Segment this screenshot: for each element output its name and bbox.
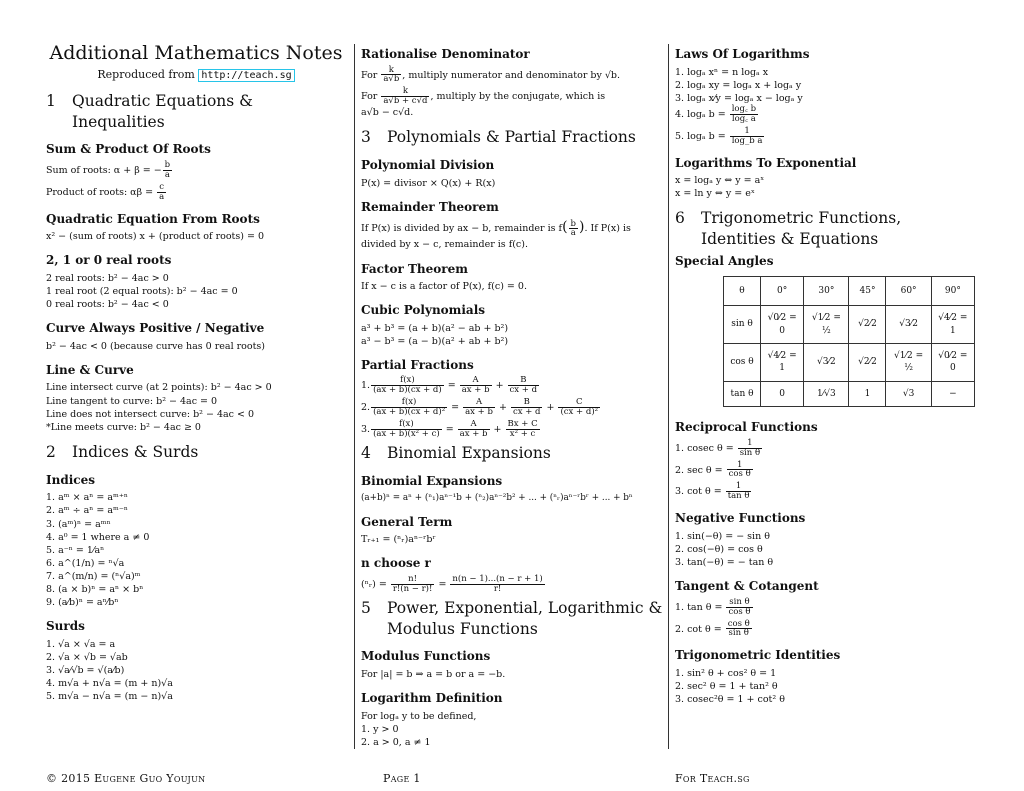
subheading-curve-positive: Curve Always Positive / Negative — [46, 321, 265, 336]
surd-law: 1. √a × √a = a — [46, 638, 116, 650]
table-cell: √1⁄2 = ½ — [886, 343, 931, 381]
tan-cot-fn: 2. cot θ = $\frac{\text{cos θ}}{\text{sin θ}}$ — [675, 618, 750, 639]
log-exp-line: x = ln y ⇔ y = eˣ — [675, 188, 755, 200]
reciprocal-fn: 3. cot θ = $\frac{1}{\text{tan θ}}$ — [675, 481, 750, 502]
subheading-indices: Indices — [46, 472, 95, 487]
subheading-binomial-expansions: Binomial Expansions — [361, 473, 503, 488]
real-roots-line: 1 real root (2 equal roots): b² − 4ac = 0 — [46, 285, 238, 297]
column-divider — [354, 44, 355, 749]
table-cell: √3⁄2 — [804, 343, 849, 381]
rationalise-1: For $\frac{k}{a√b}$ , multiply numerator and denominator by √b. — [361, 64, 621, 85]
factor-theorem-eq: If x − c is a factor of P(x), f(c) = 0. — [361, 281, 527, 293]
source-link[interactable]: http://teach.sg — [198, 69, 294, 82]
table-cell: 1 — [849, 381, 886, 406]
subheading-reciprocal: Reciprocal Functions — [675, 420, 818, 435]
table-row — [724, 343, 975, 381]
subheading-modulus: Modulus Functions — [361, 649, 491, 664]
log-law: 2. logₐ xy = logₐ x + logₐ y — [675, 79, 802, 91]
line-curve-line: Line intersect curve (at 2 points): b² − 4ac > 0 — [46, 382, 272, 394]
line-curve-line: Line does not intersect curve: b² − 4ac < 0 — [46, 408, 255, 420]
surd-law: 3. √a⁄√b = √(a⁄b) — [46, 665, 125, 677]
negative-fn: 2. cos(−θ) = cos θ — [675, 543, 763, 555]
subheading-polynomial-division: Polynomial Division — [361, 158, 495, 173]
log-definition-line: 1. y > 0 — [361, 723, 399, 735]
subheading-line-curve: Line & Curve — [46, 362, 134, 377]
log-law: 3. logₐ x⁄y = logₐ x − logₐ y — [675, 92, 803, 104]
column-3 — [675, 42, 975, 706]
section-4-heading: 4 Binomial Expansions — [361, 444, 551, 462]
subheading-laws-of-logs: Laws Of Logarithms — [675, 47, 810, 61]
subheading-special-angles: Special Angles — [675, 254, 774, 269]
table-cell: √2⁄2 — [849, 343, 886, 381]
subheading-remainder-theorem: Remainder Theorem — [361, 199, 499, 214]
n-choose-r-eq: (ⁿᵣ) = $\frac{n!}{r!(n - r)!}$ = $\frac{n(n - 1)...(n - r + 1)}{r!}$ — [361, 573, 543, 594]
index-law: 5. a⁻ⁿ = 1⁄aⁿ — [46, 544, 105, 556]
subheading-trig-identities: Trigonometric Identities — [675, 648, 841, 663]
surd-law: 4. m√a + n√a = (m + n)√a — [46, 678, 173, 690]
subheading-from-roots: Quadratic Equation From Roots — [46, 211, 260, 226]
footer-page-number: Page 1 — [383, 772, 421, 785]
log-definition-line: For logₐ y to be defined, — [361, 710, 477, 722]
subheading-n-choose-r: n choose r — [361, 556, 431, 571]
partial-fraction-1: 1. $\frac{f(x)}{(ax + b)(cx + d)}$ = $\frac{A}{ax + b}$ + $\frac{B}{cx + d}$ — [361, 375, 538, 396]
log-exp-line: x = logₐ y ⇔ y = aˣ — [675, 175, 765, 187]
reciprocal-fn: 1. cosec θ = $\frac{1}{\text{sin θ}}$ — [675, 437, 761, 458]
table-cell: 45° — [849, 276, 886, 305]
section-1-heading: 1 Quadratic Equations & Inequalities — [46, 91, 253, 131]
table-cell: √3⁄2 — [886, 306, 931, 344]
table-cell: tan θ — [724, 381, 761, 406]
rationalise-conjugate: a√b − c√d. — [361, 107, 414, 119]
reciprocal-fn: 2. sec θ = $\frac{1}{\text{cos θ}}$ — [675, 459, 751, 480]
subheading-surds: Surds — [46, 619, 85, 634]
cubic-identity: a³ − b³ = (a − b)(a² + ab + b²) — [361, 335, 509, 347]
index-law: 1. aᵐ × aⁿ = aᵐ⁺ⁿ — [46, 492, 128, 504]
tan-cot-fn: 1. tan θ = $\frac{\text{sin θ}}{\text{cos θ}}$ — [675, 596, 751, 617]
partial-fraction-3: 3. $\frac{f(x)}{\text{(ax + b)(x² + c)}}$ = $\frac{A}{ax + b}$ + $\frac{Bx + C}{\text{x² + c}}$ — [361, 419, 538, 440]
index-law: 6. a^(1/n) = ⁿ√a — [46, 557, 125, 569]
table-cell: sin θ — [724, 306, 761, 344]
table-cell: √2⁄2 — [849, 306, 886, 344]
cubic-identity: a³ + b³ = (a + b)(a² − ab + b²) — [361, 322, 509, 334]
table-cell: 0° — [761, 276, 804, 305]
product-of-roots: Product of roots: αβ = $\frac{c}{a}$ — [46, 181, 165, 202]
table-cell: 1⁄√3 — [804, 381, 849, 406]
table-cell: θ — [724, 276, 761, 305]
remainder-theorem-line: If P(x) is divided by ax − b, remainder is f( $\frac{b}{a}$ ). If P(x) is — [361, 218, 631, 239]
subheading-tan-cot: Tangent & Cotangent — [675, 579, 819, 594]
subheading-real-roots: 2, 1 or 0 real roots — [46, 253, 172, 268]
page-title: Additional Mathematics Notes — [49, 42, 343, 64]
binomial-expansion-eq: (a+b)ⁿ = aⁿ + (ⁿ₁)aⁿ⁻¹b + (ⁿ₂)aⁿ⁻²b² + ... + (ⁿᵣ)aⁿ⁻ʳbʳ + ... + bⁿ — [361, 493, 633, 504]
table-cell: √0⁄2 = 0 — [931, 343, 974, 381]
trig-identity: 3. cosec²θ = 1 + cot² θ — [675, 694, 785, 706]
special-angles-table — [723, 276, 975, 407]
table-cell: √4⁄2 = 1 — [931, 306, 974, 344]
footer-copyright: © 2015 Eugene Guo Youjun — [46, 772, 206, 785]
surd-law: 2. √a × √b = √ab — [46, 651, 128, 663]
table-cell: √1⁄2 = ½ — [804, 306, 849, 344]
sum-of-roots: Sum of roots: α + β = − $\frac{b}{a}$ — [46, 159, 171, 180]
subheading-negative: Negative Functions — [675, 511, 806, 526]
subheading-factor-theorem: Factor Theorem — [361, 261, 468, 276]
log-definition-line: 2. a > 0, a ≠ 1 — [361, 736, 431, 748]
column-1 — [46, 42, 346, 703]
section-6-heading: 6 Trigonometric Functions, Identities & Equations — [675, 209, 902, 249]
section-5-heading: 5 Power, Exponential, Logarithmic & Modulus Functions — [361, 598, 663, 638]
log-law: 5. logₐ b = $\frac{1}{\text{log\_b a}}$ — [675, 125, 763, 146]
table-row — [724, 306, 975, 344]
table-row — [724, 276, 975, 305]
index-law: 9. (a⁄b)ⁿ = aⁿ⁄bⁿ — [46, 597, 119, 609]
log-law: 1. logₐ xⁿ = n logₐ x — [675, 66, 769, 78]
column-2 — [361, 42, 663, 749]
subheading-sum-product: Sum & Product Of Roots — [46, 142, 211, 157]
table-cell: 0 — [761, 381, 804, 406]
index-law: 2. aᵐ ÷ aⁿ = aᵐ⁻ⁿ — [46, 505, 128, 517]
log-law: 4. logₐ b = $\frac{\log꜀ b}{\log꜀ a}$ — [675, 103, 757, 124]
from-roots-equation: x² − (sum of roots) x + (product of roots) = 0 — [46, 231, 264, 243]
subheading-general-term: General Term — [361, 514, 453, 529]
section-3-heading: 3 Polynomials & Partial Fractions — [361, 128, 636, 147]
real-roots-line: 2 real roots: b² − 4ac > 0 — [46, 272, 169, 284]
table-cell: − — [931, 381, 974, 406]
general-term-eq: Tᵣ₊₁ = (ⁿᵣ)aⁿ⁻ʳbʳ — [361, 534, 436, 546]
table-cell: √4⁄2 = 1 — [761, 343, 804, 381]
surds-list — [46, 638, 346, 704]
subheading-cubic: Cubic Polynomials — [361, 303, 486, 318]
index-law: 4. a⁰ = 1 where a ≠ 0 — [46, 531, 150, 543]
indices-list — [46, 491, 346, 609]
subheading-log-definition: Logarithm Definition — [361, 691, 503, 706]
curve-positive-equation: b² − 4ac < 0 (because curve has 0 real roots) — [46, 340, 266, 352]
index-law: 3. (aᵐ)ⁿ = aᵐⁿ — [46, 518, 111, 530]
table-cell: 60° — [886, 276, 931, 305]
section-2-heading: 2 Indices & Surds — [46, 442, 199, 461]
modulus-eq: For |a| = b ⇒ a = b or a = −b. — [361, 669, 506, 681]
trig-identity: 2. sec² θ = 1 + tan² θ — [675, 681, 778, 692]
rationalise-2: For $\frac{k}{a√b + c√d}$ , multiply by the conjugate, which is — [361, 86, 606, 107]
table-cell: 90° — [931, 276, 974, 305]
subheading-partial-fractions: Partial Fractions — [361, 357, 474, 372]
table-cell: √3 — [886, 381, 931, 406]
table-cell: cos θ — [724, 343, 761, 381]
surd-law: 5. m√a − n√a = (m − n)√a — [46, 691, 173, 703]
table-cell: 30° — [804, 276, 849, 305]
partial-fraction-2: 2. $\frac{f(x)}{\text{(ax + b)(cx + d)²}}$ = $\frac{A}{ax + b}$ + $\frac{B}{cx + d}$ + $\frac{C}{\text{(cx + d)²}}$ — [361, 397, 599, 418]
table-cell: √0⁄2 = 0 — [761, 306, 804, 344]
negative-fn: 1. sin(−θ) = − sin θ — [675, 530, 770, 542]
polynomial-division-eq: P(x) = divisor × Q(x) + R(x) — [361, 177, 496, 189]
index-law: 7. a^(m/n) = (ⁿ√a)ᵐ — [46, 570, 141, 582]
remainder-theorem-line: divided by x − c, remainder is f(c). — [361, 239, 528, 251]
subheading-rationalise: Rationalise Denominator — [361, 47, 530, 61]
line-curve-line: *Line meets curve: b² − 4ac ≥ 0 — [46, 421, 201, 433]
real-roots-line: 0 real roots: b² − 4ac < 0 — [46, 299, 169, 311]
column-divider — [668, 44, 669, 749]
trig-identity: 1. sin² θ + cos² θ = 1 — [675, 667, 777, 679]
table-row — [724, 381, 975, 406]
reproduced-from: Reproduced from http://teach.sg — [46, 67, 346, 83]
index-law: 8. (a × b)ⁿ = aⁿ × bⁿ — [46, 584, 144, 596]
line-curve-line: Line tangent to curve: b² − 4ac = 0 — [46, 395, 218, 407]
subheading-log-to-exp: Logarithms To Exponential — [675, 155, 857, 170]
footer-credit: For Teach.sg — [675, 772, 750, 785]
negative-fn: 3. tan(−θ) = − tan θ — [675, 557, 774, 568]
